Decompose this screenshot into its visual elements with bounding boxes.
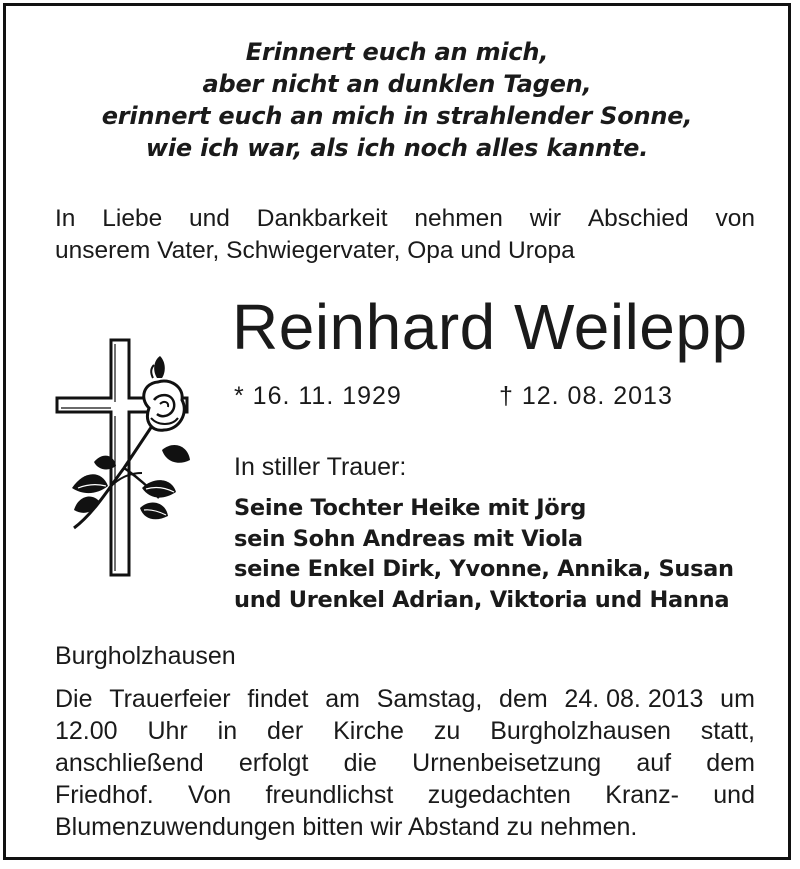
service-word: Samstag, [376,685,483,713]
mourners-label: In stiller Trauer: [234,453,407,481]
intro-word: nehmen [414,205,503,232]
service-word: Kranz- [605,781,679,809]
cross-with-rose-icon [54,338,204,578]
service-word: Kirche [333,717,404,745]
service-line [55,747,755,779]
service-word: freundlichst [265,781,394,809]
service-word: statt, [700,717,755,745]
service-line [55,715,755,747]
service-word: dem [499,685,548,713]
service-word: Uhr [147,717,188,745]
intro-line-1 [55,203,755,235]
mourner-line: und Urenkel Adrian, Viktoria und Hanna [234,586,730,613]
service-word: findet [247,685,309,713]
birth-date: * 16. 11. 1929 [234,382,402,410]
obituary-notice [3,3,791,860]
service-word: zu [433,717,461,745]
intro-line-2: unserem Vater, Schwiegervater, Opa und Uropa [55,237,575,264]
death-date: † 12. 08. 2013 [499,382,673,410]
place-name: Burgholzhausen [55,642,236,670]
service-word: Burgholzhausen [490,717,671,745]
intro-word: von [715,205,755,232]
service-word: und [713,781,755,809]
service-word: Friedhof. [55,781,154,809]
poem-line: Erinnert euch an mich, [245,38,549,66]
intro-word: Abschied [587,205,689,232]
poem-line: wie ich war, als ich noch alles kannte. [145,134,649,162]
mourner-line: seine Enkel Dirk, Yvonne, Annika, Susan [234,556,734,582]
service-last-line: Blumenzuwendungen bitten wir Abstand zu nehmen. [55,813,638,841]
service-word: auf [636,749,672,777]
service-word: anschließend [55,749,204,777]
service-word: erfolgt [238,749,309,777]
intro-text [55,203,755,267]
service-word: der [267,717,304,745]
intro-word: Liebe [102,205,163,232]
memorial-poem [6,36,788,164]
mourners-list [234,493,734,615]
intro-word: In [55,205,76,232]
mourner-line: Seine Tochter Heike mit Jörg [234,495,587,521]
service-word: Die [55,685,93,713]
service-word: am [325,685,360,713]
intro-word: Dankbarkeit [256,205,388,232]
service-word: in [217,717,238,745]
service-details [55,683,755,843]
mourner-line: sein Sohn Andreas mit Viola [234,525,583,552]
service-word: Von [188,781,232,809]
service-word: die [343,749,377,777]
service-word: Trauerfeier [109,685,231,713]
intro-word: wir [529,205,561,232]
deceased-name: Reinhard Weilepp [232,291,748,363]
service-word: um [720,685,755,713]
service-word: 12.00 [55,717,118,745]
service-line [55,779,755,811]
poem-line: aber nicht an dunklen Tagen, [202,70,592,98]
service-word: dem [706,749,755,777]
service-line [55,683,755,715]
poem-line: erinnert euch an mich in strahlender Sonne, [101,102,693,130]
service-word: 24. 08. 2013 [564,685,704,713]
service-word: Urnenbeisetzung [412,749,602,777]
service-word: zugedachten [427,781,571,809]
intro-word: und [189,205,230,232]
